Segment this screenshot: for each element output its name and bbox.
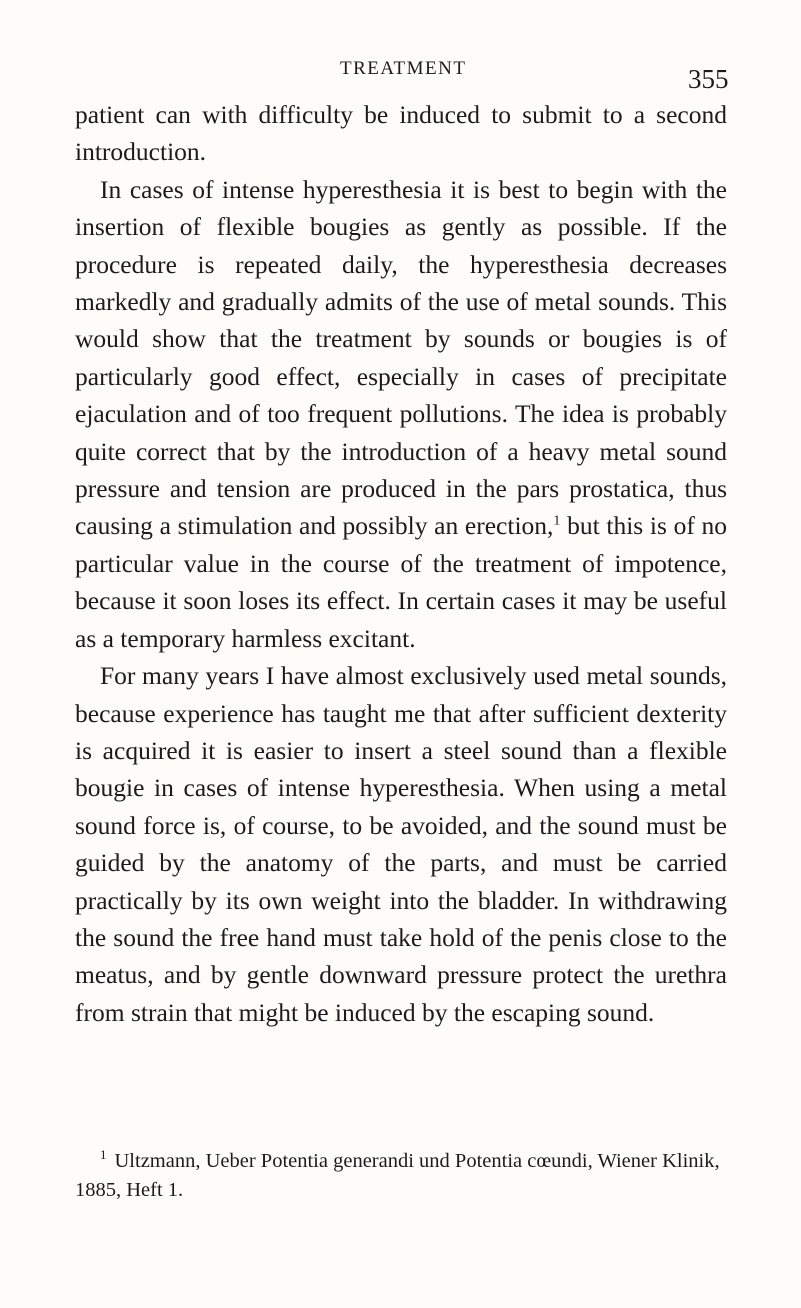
running-head <box>0 58 801 94</box>
footnote <box>75 1147 727 1205</box>
paragraph-3: For many years I have almost exclusively used metal sounds, because experience has taught me that after sufficient dexterity is acquired it is easier to insert a steel sound than a flexible bougie in cases of intense hyperesthesia. When using a metal sound force is, of course, to be avoided, and the sound must be guided by the anatomy of the parts, and must be carried practically by its own weight into the bladder. In withdrawing the sound the free hand must take hold of the penis close to the meatus, and by gentle downward pressure protect the urethra from strain that might be induced by the escaping sound. <box>75 661 727 1027</box>
paragraph-1: patient can with difficulty be induced to submit to a second introduction. <box>75 100 727 167</box>
body-text <box>75 96 727 1031</box>
footnote-text: Ultzmann, Ueber Potentia generandi und Potentia cœundi, Wiener Klinik, 1885, Heft 1. <box>75 1150 720 1201</box>
footnote-reference: 1 <box>553 513 561 529</box>
page-number: 355 <box>688 64 729 94</box>
paragraph-2-continuation: but this is of no particular value in the course of the treatment of impotence, because it soon loses its effect. In certain cases it may be useful as a temporary harmless excitant. <box>75 511 727 653</box>
footnote-marker: 1 <box>100 1147 107 1163</box>
paragraph-2 <box>75 171 727 657</box>
footnote-entry <box>75 1147 727 1205</box>
running-title: TREATMENT <box>340 58 467 79</box>
paragraph-2-text: In cases of intense hyperesthesia it is best to begin with the insertion of flexible bougies as gently as possible. If the procedure is repeated daily, the hyperesthesia decreases markedly and gradually admits of the use of metal sounds. This would show that the treatment by sounds or bougies is of particularly good effect, especially in cases of precipitate ejaculation and of too frequent pollutions. The idea is probably quite correct that by the introduction of a heavy metal sound pressure and tension are produced in the pars prostatica, thus causing a stimulation and possibly an erection, <box>75 174 727 541</box>
